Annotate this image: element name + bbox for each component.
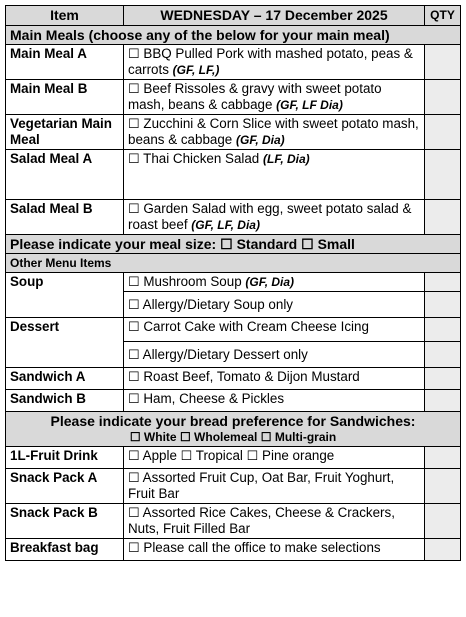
- row-sandwich-a: [6, 368, 461, 390]
- checkbox-icon[interactable]: ☐: [128, 540, 140, 555]
- option-salad-meal-a[interactable]: [124, 150, 425, 200]
- row-label: Snack Pack A: [6, 469, 124, 504]
- size-standard: Standard: [236, 236, 298, 252]
- option-text: Assorted Rice Cakes, Cheese & Crackers, Nuts, Fruit Filled Bar: [128, 505, 395, 536]
- qty-cell[interactable]: [425, 342, 461, 368]
- option-text: Garden Salad with egg, sweet potato salad & roast beef: [128, 201, 412, 232]
- row-label: Main Meal A: [6, 45, 124, 80]
- checkbox-icon[interactable]: ☐: [301, 236, 314, 252]
- qty-cell[interactable]: [425, 447, 461, 469]
- qty-cell[interactable]: [425, 45, 461, 80]
- checkbox-icon[interactable]: ☐: [246, 448, 259, 463]
- row-label: Breakfast bag: [6, 539, 124, 561]
- option-main-meal-b[interactable]: [124, 80, 425, 115]
- checkbox-icon[interactable]: ☐: [129, 430, 141, 444]
- option-text: Please call the office to make selections: [143, 540, 381, 555]
- dietary-tags: (GF, LF, Dia): [191, 218, 260, 232]
- checkbox-icon[interactable]: ☐: [128, 505, 140, 520]
- bread-preference: [6, 412, 461, 447]
- main-meals-heading: Main Meals (choose any of the below for your main meal): [6, 26, 461, 45]
- bread-white: White: [143, 430, 177, 444]
- qty-cell[interactable]: [425, 273, 461, 292]
- row-salad-meal-b: [6, 200, 461, 235]
- bread-options: [10, 429, 456, 445]
- row-sandwich-b: [6, 390, 461, 412]
- bread-prompt: Please indicate your bread preference for Sandwiches:: [50, 413, 416, 429]
- dietary-tags: (GF, LF,): [172, 63, 220, 77]
- row-breakfast-bag: [6, 539, 461, 561]
- option-text: BBQ Pulled Pork with mashed potato, peas & carrots: [128, 46, 413, 77]
- option-fruit-drink[interactable]: [124, 447, 425, 469]
- option-text: Assorted Fruit Cup, Oat Bar, Fruit Yoghurt, Fruit Bar: [128, 470, 395, 501]
- dietary-tags: (LF, Dia): [263, 152, 310, 166]
- option-allergy-soup[interactable]: [124, 292, 425, 318]
- bread-preference-row: [6, 412, 461, 447]
- header-item: Item: [6, 6, 124, 26]
- row-label: Soup: [6, 273, 124, 318]
- header-row: [6, 6, 461, 26]
- qty-cell[interactable]: [425, 150, 461, 200]
- row-label: Salad Meal B: [6, 200, 124, 235]
- bread-multigrain: Multi-grain: [274, 430, 337, 444]
- option-text: Carrot Cake with Cream Cheese Icing: [143, 319, 369, 334]
- option-allergy-dessert[interactable]: [124, 342, 425, 368]
- menu-form: [5, 5, 461, 561]
- checkbox-icon[interactable]: ☐: [179, 430, 191, 444]
- row-dessert-1: [6, 318, 461, 342]
- qty-cell[interactable]: [425, 200, 461, 235]
- row-label: Vegetarian Main Meal: [6, 115, 124, 150]
- option-text: Ham, Cheese & Pickles: [143, 391, 285, 406]
- dietary-tags: (GF, Dia): [245, 275, 295, 289]
- checkbox-icon[interactable]: ☐: [128, 151, 140, 166]
- size-small: Small: [317, 236, 355, 252]
- row-label: Main Meal B: [6, 80, 124, 115]
- header-day: WEDNESDAY – 17 December 2025: [124, 6, 425, 26]
- checkbox-icon[interactable]: ☐: [128, 470, 140, 485]
- qty-cell[interactable]: [425, 504, 461, 539]
- checkbox-icon[interactable]: ☐: [128, 201, 140, 216]
- checkbox-icon[interactable]: ☐: [128, 319, 140, 334]
- checkbox-icon[interactable]: ☐: [128, 369, 140, 384]
- bread-wholemeal: Wholemeal: [194, 430, 258, 444]
- row-label: 1L-Fruit Drink: [6, 447, 124, 469]
- row-salad-meal-a: [6, 150, 461, 200]
- checkbox-icon[interactable]: ☐: [128, 46, 140, 61]
- option-text: Roast Beef, Tomato & Dijon Mustard: [143, 369, 360, 384]
- checkbox-icon[interactable]: ☐: [128, 391, 140, 406]
- drink-apple: Apple: [142, 448, 177, 463]
- option-text: Zucchini & Corn Slice with sweet potato mash, beans & cabbage: [128, 116, 419, 147]
- row-soup-1: [6, 273, 461, 292]
- checkbox-icon[interactable]: ☐: [128, 116, 140, 131]
- option-snack-pack-a[interactable]: [124, 469, 425, 504]
- other-menu-section: [6, 254, 461, 273]
- option-text: Mushroom Soup: [143, 274, 242, 289]
- checkbox-icon[interactable]: ☐: [128, 81, 140, 96]
- drink-pine-orange: Pine orange: [262, 448, 335, 463]
- qty-cell[interactable]: [425, 80, 461, 115]
- checkbox-icon[interactable]: ☐: [220, 236, 233, 252]
- qty-cell[interactable]: [425, 318, 461, 342]
- checkbox-icon[interactable]: ☐: [128, 448, 140, 463]
- option-snack-pack-b[interactable]: [124, 504, 425, 539]
- checkbox-icon[interactable]: ☐: [180, 448, 193, 463]
- row-label: Snack Pack B: [6, 504, 124, 539]
- drink-tropical: Tropical: [195, 448, 243, 463]
- header-qty: QTY: [425, 6, 461, 26]
- row-snack-pack-b: [6, 504, 461, 539]
- option-sandwich-a[interactable]: [124, 368, 425, 390]
- option-vegetarian-main-meal[interactable]: [124, 115, 425, 150]
- row-main-meal-b: [6, 80, 461, 115]
- option-text: Thai Chicken Salad: [143, 151, 260, 166]
- qty-cell[interactable]: [425, 368, 461, 390]
- option-breakfast-bag[interactable]: [124, 539, 425, 561]
- option-main-meal-a[interactable]: [124, 45, 425, 80]
- row-label: Dessert: [6, 318, 124, 368]
- meal-size-row: [6, 235, 461, 254]
- main-meals-section: [6, 26, 461, 45]
- option-text: Allergy/Dietary Soup only: [142, 296, 293, 312]
- qty-cell[interactable]: [425, 539, 461, 561]
- row-fruit-drink: [6, 447, 461, 469]
- option-sandwich-b[interactable]: [124, 390, 425, 412]
- dietary-tags: (GF, LF Dia): [276, 98, 343, 112]
- row-label: Salad Meal A: [6, 150, 124, 200]
- row-main-meal-a: [6, 45, 461, 80]
- qty-cell[interactable]: [425, 115, 461, 150]
- dietary-tags: (GF, Dia): [235, 133, 285, 147]
- row-label: Sandwich B: [6, 390, 124, 412]
- option-salad-meal-b[interactable]: [124, 200, 425, 235]
- menu-table: [5, 5, 461, 561]
- option-dessert[interactable]: [124, 318, 425, 342]
- checkbox-icon[interactable]: ☐: [128, 274, 140, 289]
- option-text: Beef Rissoles & gravy with sweet potato mash, beans & cabbage: [128, 81, 382, 112]
- other-menu-heading: Other Menu Items: [6, 254, 461, 273]
- checkbox-icon[interactable]: ☐: [128, 346, 140, 362]
- row-label: Sandwich A: [6, 368, 124, 390]
- qty-cell[interactable]: [425, 292, 461, 318]
- meal-size-label: Please indicate your meal size:: [10, 236, 217, 252]
- checkbox-icon[interactable]: ☐: [260, 430, 272, 444]
- option-soup[interactable]: [124, 273, 425, 292]
- option-text: Allergy/Dietary Dessert only: [142, 346, 308, 362]
- qty-cell[interactable]: [425, 469, 461, 504]
- qty-cell[interactable]: [425, 390, 461, 412]
- row-vegetarian-main-meal: [6, 115, 461, 150]
- meal-size-prompt: [6, 235, 461, 254]
- checkbox-icon[interactable]: ☐: [128, 296, 140, 312]
- row-snack-pack-a: [6, 469, 461, 504]
